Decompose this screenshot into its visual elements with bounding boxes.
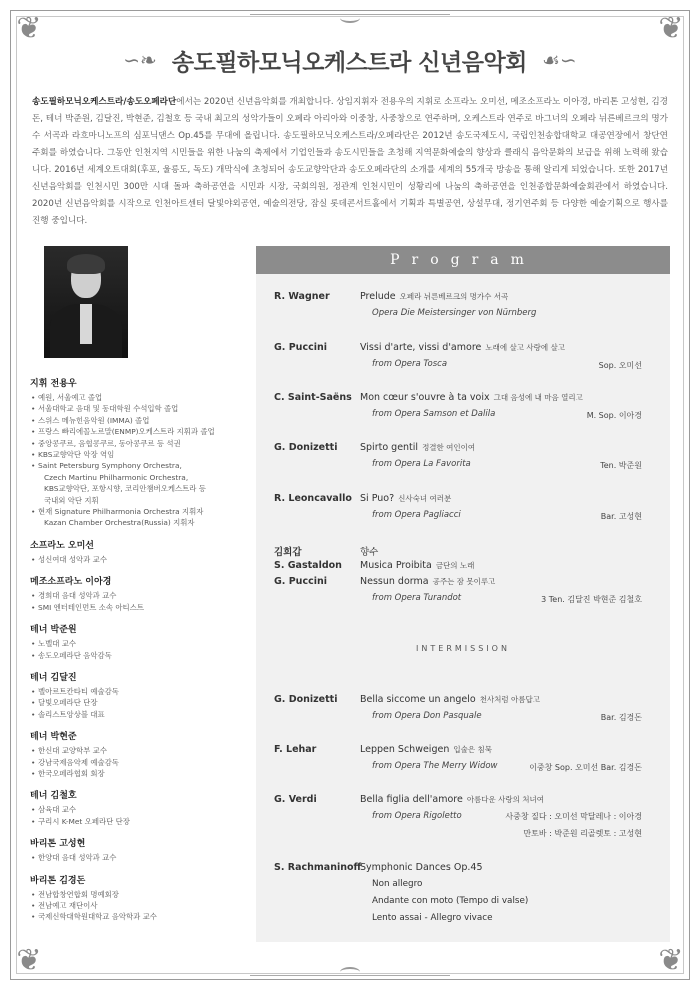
work-korean-title: 오페라 뉘른베르크의 명가수 서곡 — [399, 292, 509, 301]
composer-name: F. Lehar — [274, 744, 317, 755]
bio-item: • 한양대 음대 성악과 교수 — [30, 852, 252, 863]
title-row — [0, 44, 700, 77]
work-name: Musica Proibita — [360, 560, 432, 571]
bio-item: • 구리시 K-Met 오페라단 단장 — [30, 816, 252, 827]
work-korean-title: 정결한 여인이여 — [422, 443, 476, 452]
swirl-left-icon: ∽❧ — [123, 48, 157, 72]
composer-name: R. Leoncavallo — [274, 493, 352, 504]
opera-source: from Opera Pagliacci — [372, 510, 461, 520]
composer-name: G. Donizetti — [274, 442, 338, 453]
bio-item: Kazan Chamber Orchestra(Russia) 지휘자 — [44, 518, 195, 528]
bio-item: • 현재 Signature Philharmonia Orchestra 지휘자 — [30, 506, 252, 517]
work-title — [360, 794, 660, 805]
program-header: Program — [256, 246, 670, 274]
bio-block — [30, 670, 252, 720]
bio-item: • 노벨대 교수 — [30, 638, 252, 649]
bio-item: • 강남국제음악제 예술감독 — [30, 757, 252, 768]
work-title — [360, 576, 660, 587]
work-name: 향수 — [360, 547, 379, 558]
bio-list — [30, 852, 252, 863]
bio-item: • 중앙콩쿠르, 음협콩쿠르, 동아콩쿠르 등 석권 — [30, 438, 252, 449]
composer-name: G. Puccini — [274, 576, 327, 587]
bio-item: • 예원, 서울예고 졸업 — [30, 392, 252, 403]
work-name: Si Puo? — [360, 493, 395, 504]
bio-name: 테너 박현준 — [30, 732, 77, 743]
intro-paragraph — [32, 94, 668, 230]
performer: 3 Ten. 김달진 박현준 김철호 — [541, 595, 642, 604]
bio-list — [30, 590, 252, 613]
performer: Bar. 김경돈 — [600, 713, 642, 722]
bio-name: 지휘 전용우 — [30, 379, 77, 389]
intro-text: 에서는 2020년 신년음악회를 개최합니다. 상임지휘자 전용우의 지휘로 소프라노 오미선, 메조소프라노 이아경, 바리톤 고성현, 김경돈, 테너 박준원, 김달진, 박현준, 김철호 등 국내 최고의 성악가들이 오페라 아리아와 이중창, 사중창으로 연주하며, 오케스트라 연주로 바그너의 오페라 뉘른베르크의 명가수 서곡과 라흐마니노프의 심포닉댄스 Op.45를 무대에 올립니다. 송도필하모닉오케스트라/오페라단은 2012년 송도국제도시, 국립인천송합대학교 대공연장에서 창단연주회를 하였습니다. 그동안 인천지역 시민들을 위한 나눔의 축제에서 기업인들과 송도시민들을 초청해 지역문화예술의 향상과 클래식 음악문화의 보급을 위해 노력해 왔습니다. 2016년 세계오트대회(후포, 울릉도, 독도) 개막식에 초청되어 송도교향악단과 송도오페라단의 소개를 세계의 55개국 방송을 통해 알리게 되었습니다. 또한 2017년 신년음악회를 인천시민 300만 시대 돌파 축하공연을 시민과 시장, 국회의원, 정관계 인천시민이 성황리에 나눔의 축하공연을 인천종합문화예술회관에서 하였습니다. 2020년 신년음악회를 시작으로 인천아트센터 달빛야외공연, 예술의전당, 잠실 롯데콘서트홀에서 기획과 특별공연, 상설무대, 정기연주회 등 다양한 예술기획으로 행사를 진행 중입니다. — [32, 97, 668, 226]
work-korean-title: 공주는 잠 못이루고 — [432, 577, 496, 586]
bio-block — [30, 376, 252, 529]
intermission-label: INTERMISSION — [416, 644, 510, 653]
work-title — [360, 744, 660, 755]
opera-source: from Opera Samson et Dalila — [372, 409, 496, 419]
composer-name: R. Wagner — [274, 291, 330, 302]
work-name: Bella siccome un angelo — [360, 694, 476, 705]
bio-item: • 벨아르트칸타티 예술감독 — [30, 686, 252, 697]
work-title — [360, 560, 660, 571]
bio-block — [30, 788, 252, 827]
bio-item: • 프랑스 빠리에꼴노르말(ENMP)오케스트라 지휘과 졸업 — [30, 426, 252, 437]
corner-ornament-icon: ❦ — [658, 11, 684, 46]
swirl-right-icon: ☙∽ — [542, 48, 577, 72]
opera-source: Opera Die Meistersinger von Nürnberg — [372, 308, 537, 318]
performer: 만토바 : 박준원 리골렛토 : 고성현 — [523, 829, 642, 838]
bio-item: 국내외 악단 지휘 — [44, 495, 99, 505]
bio-name: 소프라노 오미선 — [30, 540, 94, 551]
bio-item: • 솔리스트앙상블 대표 — [30, 709, 252, 720]
work-name: Nessun dorma — [360, 576, 429, 587]
composer-name: G. Donizetti — [274, 694, 338, 705]
bio-block — [30, 873, 252, 923]
composer-name: G. Puccini — [274, 342, 327, 353]
bio-item: • 한국오페라협회 회장 — [30, 768, 252, 779]
bio-item: KBS교향악단, 포항시향, 코리안챔버오케스트라 등 — [44, 484, 206, 494]
composer-name: 김희갑 — [274, 547, 302, 558]
bio-name: 테너 박준원 — [30, 625, 77, 636]
bio-name: 메조소프라노 이아경 — [30, 577, 112, 588]
performer: Bar. 고성현 — [600, 512, 642, 521]
bio-item: • Saint Petersburg Symphony Orchestra, — [30, 460, 252, 471]
conductor-photo — [44, 246, 128, 358]
bio-item: • 성신여대 성악과 교수 — [30, 554, 252, 565]
bio-list — [30, 638, 252, 661]
work-title — [360, 493, 660, 504]
work-korean-title: 입술은 침묵 — [453, 745, 492, 754]
work-name: Prelude — [360, 291, 396, 302]
intro-lead: 송도필하모닉오케스트라/송도오페라단 — [32, 97, 177, 107]
bio-item: • 삼육대 교수 — [30, 804, 252, 815]
work-title — [360, 392, 660, 403]
opera-source: from Opera Tosca — [372, 359, 448, 369]
bio-item: • 스위스 메뉴힌음악원 (IMMA) 졸업 — [30, 415, 252, 426]
bio-list — [30, 554, 252, 565]
performer: M. Sop. 이아경 — [586, 411, 642, 420]
performer-bios — [30, 376, 252, 932]
opera-source: from Opera Rigoletto — [372, 811, 462, 821]
bio-name: 테너 김철호 — [30, 791, 77, 802]
composer-name: S. Gastaldon — [274, 560, 342, 571]
bio-item: • 전남합창연합회 명예회장 — [30, 889, 252, 900]
bio-item: • 국제신학대학원대학교 음악학과 교수 — [30, 911, 252, 922]
bio-item: • 경희대 음대 성악과 교수 — [30, 590, 252, 601]
bio-item: • 한신대 교양학부 교수 — [30, 745, 252, 756]
page-title: 송도필하모닉오케스트라 신년음악회 — [171, 50, 527, 76]
opera-source: from Opera The Merry Widow — [372, 761, 498, 771]
bio-item: Czech Martinu Philharmonic Orchestra, — [44, 472, 189, 482]
bio-name: 테너 김달진 — [30, 672, 77, 683]
program-panel — [256, 246, 670, 942]
bio-block — [30, 729, 252, 779]
corner-ornament-icon: ❦ — [658, 943, 684, 978]
performer: 사중창 질다 : 오미선 막달레나 : 이아경 — [505, 812, 642, 821]
work-name: Bella figlia dell'amore — [360, 794, 463, 805]
bio-list — [30, 392, 252, 529]
work-name: Vissi d'arte, vissi d'amore — [360, 342, 482, 353]
work-title — [360, 291, 660, 302]
bio-list — [30, 889, 252, 923]
work-korean-title: 그대 음성에 내 마음 열리고 — [493, 393, 583, 402]
composer-name: C. Saint-Saëns — [274, 392, 352, 403]
work-title: Symphonic Dances Op.45 — [360, 862, 483, 873]
bio-item: • 전남예고 재단이사 — [30, 900, 252, 911]
bio-item: • 송도오페라단 음악감독 — [30, 650, 252, 661]
bio-item: • KBS교향악단 악장 역임 — [30, 449, 252, 460]
opera-source: from Opera Don Pasquale — [372, 711, 482, 721]
bio-list — [30, 804, 252, 827]
bio-block — [30, 836, 252, 863]
work-name: Leppen Schweigen — [360, 744, 450, 755]
performer: 이중창 Sop. 오미선 Bar. 김경돈 — [529, 763, 642, 772]
bio-item: • SMI 엔터테인먼트 소속 아티스트 — [30, 602, 252, 613]
top-ornament — [250, 14, 450, 29]
bio-name: 바리톤 김경돈 — [30, 875, 86, 886]
composer-name: S. Rachmaninoff — [274, 862, 362, 873]
performer: Ten. 박준원 — [600, 461, 642, 470]
composer-name: G. Verdi — [274, 794, 317, 805]
corner-ornament-icon: ❦ — [16, 11, 42, 46]
bio-list — [30, 745, 252, 779]
bio-name: 바리톤 고성현 — [30, 839, 86, 850]
corner-ornament-icon: ❦ — [16, 943, 42, 978]
work-name: Mon cœur s'ouvre à ta voix — [360, 392, 490, 403]
work-korean-title: 아름다운 사랑의 처녀여 — [466, 795, 545, 804]
work-korean-title: 노래에 살고 사랑에 살고 — [485, 343, 565, 352]
bottom-ornament — [250, 961, 450, 976]
bio-block — [30, 538, 252, 565]
work-title — [360, 694, 660, 705]
movement: Non allegro — [372, 879, 423, 889]
bio-block — [30, 622, 252, 661]
work-korean-title: 금단의 노래 — [435, 561, 475, 570]
opera-source: from Opera Turandot — [372, 593, 462, 603]
work-korean-title: 천사처럼 아름답고 — [479, 695, 541, 704]
opera-source: from Opera La Favorita — [372, 459, 471, 469]
movement: Lento assai - Allegro vivace — [372, 913, 493, 923]
work-name: Spirto gentil — [360, 442, 419, 453]
work-title — [360, 442, 660, 453]
work-korean-title: 신사숙녀 여러분 — [398, 494, 452, 503]
bio-list — [30, 686, 252, 720]
bio-item: • 서울대학교 음대 및 동대학원 수석입학 졸업 — [30, 403, 252, 414]
movement: Andante con moto (Tempo di valse) — [372, 896, 529, 906]
bio-block — [30, 574, 252, 613]
work-title — [360, 544, 660, 558]
bio-item: • 달빛오페라단 단장 — [30, 697, 252, 708]
work-title — [360, 342, 660, 353]
performer: Sop. 오미선 — [598, 361, 642, 370]
